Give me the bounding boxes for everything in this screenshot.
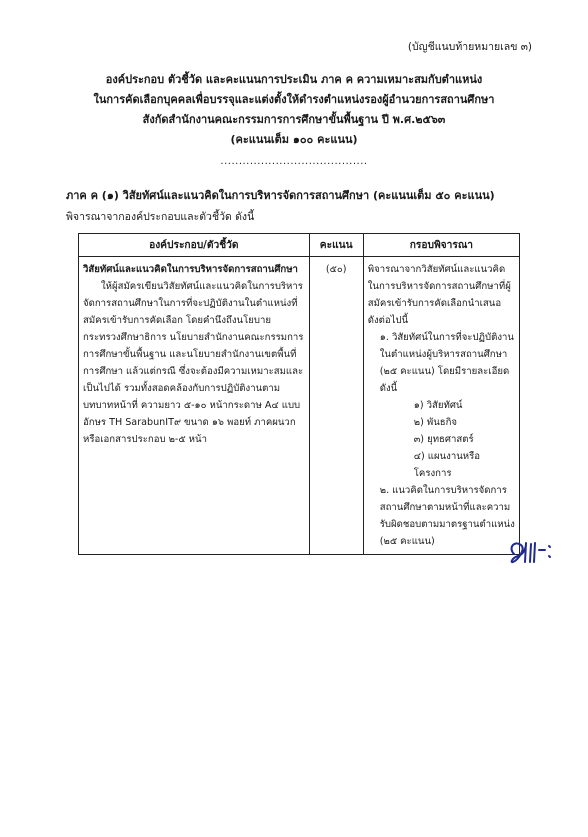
score-cell	[309, 257, 363, 555]
header-consideration: กรอบพิจารณา	[363, 234, 519, 257]
appendix-label: (บัญชีแนบท้ายหมายเลข ๓)	[407, 41, 532, 53]
criterion-title: วิสัยทัศน์และแนวคิดในการบริหารจัดการสถานศึกษา	[83, 264, 298, 275]
consider-point-2: ๒. แนวคิดในการบริหารจัดการสถานศึกษาตามหน้าที่และความรับผิดชอบตามมาตรฐานตำแหน่ง (๒๕ คะแนน)	[379, 485, 515, 547]
title-line-1: องค์ประกอบ ตัวชี้วัด และคะแนนการประเมิน ภาค ค ความเหมาะสมกับตำแหน่ง	[105, 73, 483, 86]
consider-point-1: ๑. วิสัยทัศน์ในการที่จะปฏิบัติงานในตำแหน่งผู้บริหารสถานศึกษา (๒๕ คะแนน) โดยมีรายละเอียด ดังนี้	[379, 332, 514, 394]
table-row	[79, 257, 520, 555]
consider-subitem-3: ๓) ยุทธศาสตร์	[413, 434, 474, 445]
header-score: คะแนน	[309, 234, 363, 257]
title-line-2: ในการคัดเลือกบุคคลเพื่อบรรจุและแต่งตั้งให้ดำรงตำแหน่งรองผู้อำนวยการสถานศึกษา	[93, 93, 495, 106]
handwritten-signature	[504, 532, 560, 570]
criterion-body: ให้ผู้สมัครเขียนวิสัยทัศน์และแนวคิดในการบริหารจัดการสถานศึกษาในการที่จะปฏิบัติงานในตำแหน่งที่สมัครเข้ารับการคัดเลือก โดยคำนึงถึงนโยบายกระทรวงศึกษาธิการ นโยบายสำนักงานคณะกรรมการการศึกษาขั้นพื้นฐาน และนโยบายสำนักงานเขตพื้นที่การศึกษา แล้วแต่กรณี ซึ่งจะต้องมีความเหมาะสมและเป็นไปได้ รวมทั้งสอดคล้องกับการปฏิบัติงานตามบทบาทหน้าที่ ความยาว ๕-๑๐ หน้ากระดาษ A๔ แบบอักษร TH SarabunIT๙ ขนาด ๑๖ พอยท์ ภาคผนวกหรือเอกสารประกอบ ๒-๕ หน้า	[83, 281, 304, 445]
title-line-4: (คะแนนเต็ม ๑๐๐ คะแนน)	[230, 133, 358, 146]
criteria-table	[78, 233, 520, 555]
criterion-cell	[79, 257, 310, 555]
consider-intro: พิจารณาจากวิสัยทัศน์และแนวคิดในการบริหารจัดการสถานศึกษาที่ผู้สมัครเข้ารับการคัดเลือกนำเสนอ ดังต่อไปนี้	[367, 264, 511, 326]
consider-subitem-4: ๔) แผนงานหรือโครงการ	[413, 451, 481, 479]
section-subheading: พิจารณาจากองค์ประกอบและตัวชี้วัด ดังนี้	[66, 211, 255, 223]
section-heading: ภาค ค (๑) วิสัยทัศน์และแนวคิดในการบริหารจัดการสถานศึกษา (คะแนนเต็ม ๕๐ คะแนน)	[66, 189, 495, 202]
consider-subitem-1: ๑) วิสัยทัศน์	[413, 400, 463, 411]
dotted-separator: ........................................	[220, 156, 368, 167]
header-component: องค์ประกอบ/ตัวชี้วัด	[79, 234, 310, 257]
consideration-cell	[363, 257, 519, 555]
title-line-3: สังกัดสำนักงานคณะกรรมการการศึกษาขั้นพื้นฐาน ปี พ.ศ.๒๕๖๓	[142, 113, 446, 126]
document-title	[0, 70, 588, 150]
score-value: (๕๐)	[325, 264, 347, 275]
consider-subitem-2: ๒) พันธกิจ	[413, 417, 458, 428]
table-header-row	[79, 234, 520, 257]
